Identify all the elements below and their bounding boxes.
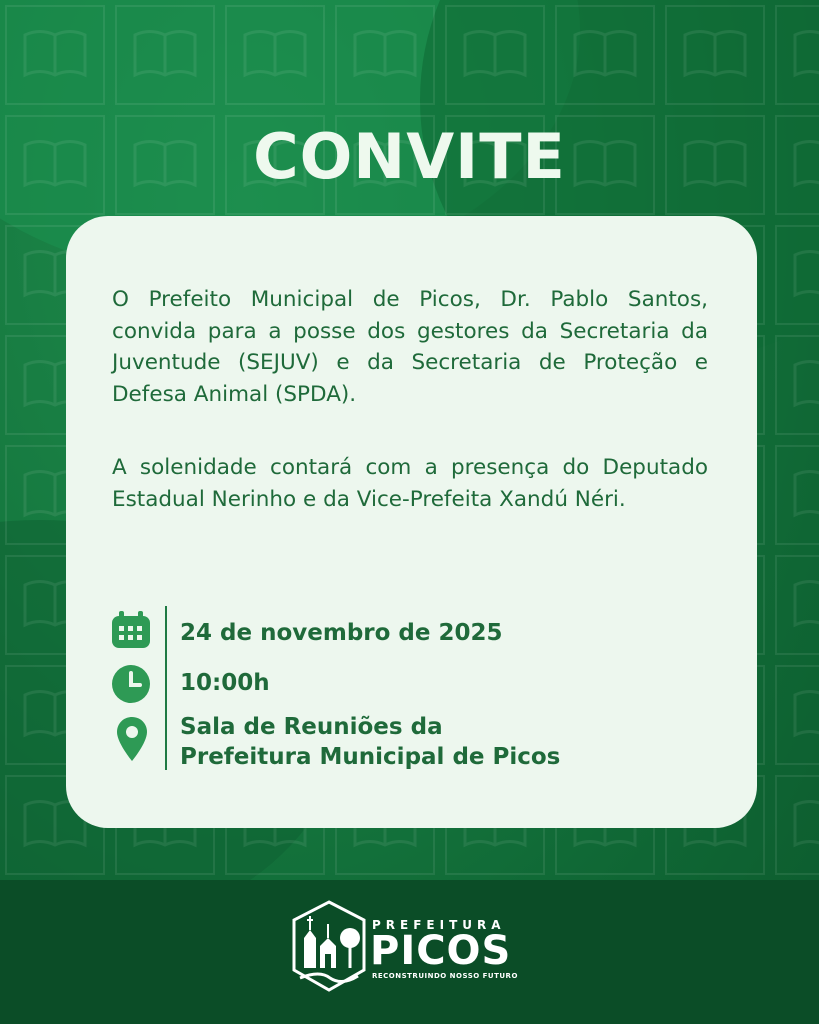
event-date: 24 de novembro de 2025 xyxy=(180,620,503,646)
event-time: 10:00h xyxy=(180,670,270,696)
event-location-line1: Sala de Reuniões da xyxy=(180,714,443,740)
invitation-paragraph: O Prefeito Municipal de Picos, Dr. Pablo Santos, convida para a posse dos gestores da Secretaria da Juventude (SEJUV) e da Secretaria de Proteção e Defesa Animal (SPDA). xyxy=(112,287,708,407)
invitation-paragraph: A solenidade contará com a presença do Deputado Estadual Nerinho e da Vice-Prefeita Xandú Néri. xyxy=(112,455,708,512)
logo-prefeitura-text: PREFEITURA xyxy=(372,918,506,932)
page-title: CONVITE xyxy=(253,120,566,193)
event-details xyxy=(110,606,730,772)
logo-tagline: RECONSTRUINDO NOSSO FUTURO xyxy=(372,972,518,980)
clock-icon xyxy=(111,664,151,704)
calendar-icon xyxy=(110,610,152,650)
invitation-card xyxy=(66,216,757,828)
divider xyxy=(165,606,167,770)
picos-logo-emblem xyxy=(290,898,368,994)
map-pin-icon xyxy=(116,716,148,762)
logo-picos-text: PICOS xyxy=(370,928,512,974)
event-location-line2: Prefeitura Municipal de Picos xyxy=(180,744,561,770)
